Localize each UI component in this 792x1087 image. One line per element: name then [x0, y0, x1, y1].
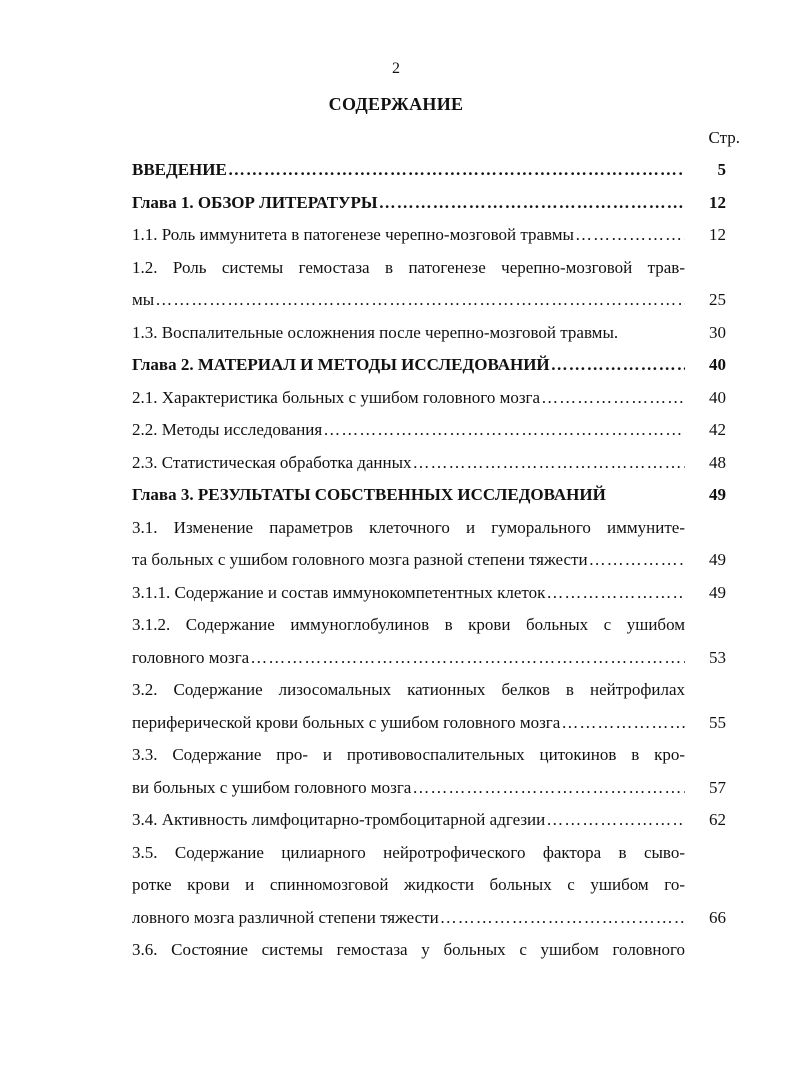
toc-entry-text [132, 323, 685, 343]
dot-leader [379, 193, 685, 213]
toc-page-number: 25 [709, 290, 726, 310]
toc-entry-label: ви больных с ушибом головного мозга [132, 777, 412, 797]
toc-entry-label: 3.1.1. Содержание и состав иммунокомпетентных клеток [132, 582, 546, 602]
toc-entry-text [132, 648, 685, 668]
toc-entry-label: 2.1. Характеристика больных с ушибом головного мозга [132, 387, 541, 407]
toc-page-number: 57 [709, 777, 726, 797]
dot-leader [413, 453, 685, 473]
toc-line [132, 219, 740, 252]
toc-entry-text [132, 388, 685, 408]
dot-leader [541, 388, 685, 408]
toc-entry-text [132, 290, 685, 310]
toc-entry-text [132, 355, 685, 375]
toc-entry-text [132, 420, 685, 440]
toc-entry-text [132, 225, 685, 245]
toc-entry-label: периферической крови больных с ушибом головного мозга [132, 712, 561, 732]
dot-leader [323, 420, 685, 440]
toc-entry-text [132, 875, 685, 895]
dot-leader [551, 355, 685, 375]
toc-entry-text [132, 810, 685, 830]
dot-leader [589, 550, 685, 570]
toc-entry-label: 1.3. Воспалительные осложнения после черепно-мозговой травмы. [132, 322, 619, 342]
toc-entry-text [132, 583, 685, 603]
toc-line [132, 447, 740, 480]
toc-line [132, 934, 740, 967]
dot-leader [546, 810, 685, 830]
toc-entry-label: 3.6. Состояние системы гемостаза у больных с ушибом головного [132, 940, 685, 960]
toc-page-number: 40 [709, 355, 726, 375]
toc-page-number: 62 [709, 810, 726, 830]
toc-entry-text [132, 550, 685, 570]
toc-entry-text [132, 615, 685, 635]
toc-entry-label: ловного мозга различной степени тяжести [132, 907, 439, 927]
toc-line [132, 349, 740, 382]
toc-line [132, 642, 740, 675]
toc-line [132, 252, 740, 285]
toc-entry-text [132, 258, 685, 278]
dot-leader [250, 648, 685, 668]
toc-line [132, 739, 740, 772]
toc-page-number: 40 [709, 387, 726, 407]
toc-entry-label: 3.3. Содержание про- и противовоспалительных цитокинов в кро- [132, 745, 685, 765]
toc-entry-label: 3.4. Активность лимфоцитарно-тромбоцитарной адгезии [132, 810, 546, 830]
toc-page-number: 49 [709, 485, 726, 505]
toc-line [132, 187, 740, 220]
toc-page-number: 30 [709, 322, 726, 342]
toc-entry-label: Глава 1. ОБЗОР ЛИТЕРАТУРЫ [132, 192, 378, 212]
toc-page-number: 5 [717, 160, 726, 180]
dot-leader [561, 713, 685, 733]
toc-entry-text [132, 680, 685, 700]
toc-line [132, 869, 740, 902]
toc-page-number: 66 [709, 907, 726, 927]
toc-entry-text [132, 843, 685, 863]
toc-entry-label: 1.1. Роль иммунитета в патогенезе черепно-мозговой травмы [132, 225, 574, 245]
toc-entry-label: 1.2. Роль системы гемостаза в патогенезе черепно-мозговой трав- [132, 257, 685, 277]
toc-page-number: 42 [709, 420, 726, 440]
toc-entry-label: головного мозга [132, 647, 250, 667]
table-of-contents [132, 154, 740, 967]
toc-line [132, 837, 740, 870]
toc-entry-text [132, 940, 685, 960]
toc-entry-label: 3.1. Изменение параметров клеточного и гуморального иммуните- [132, 517, 685, 537]
toc-entry-label: Глава 3. РЕЗУЛЬТАТЫ СОБСТВЕННЫХ ИССЛЕДОВАНИЙ [132, 485, 606, 505]
toc-line [132, 577, 740, 610]
toc-entry-label: 2.2. Методы исследования [132, 420, 323, 440]
dot-leader [412, 778, 685, 798]
toc-line [132, 772, 740, 805]
dot-leader [575, 225, 685, 245]
dot-leader [155, 290, 685, 310]
toc-entry-label: 2.3. Статистическая обработка данных [132, 452, 412, 472]
toc-line [132, 382, 740, 415]
toc-entry-label: мы [132, 290, 155, 310]
toc-entry-label: та больных с ушибом головного мозга разной степени тяжести [132, 550, 588, 570]
dot-leader [546, 583, 685, 603]
toc-entry-label: Глава 2. МАТЕРИАЛ И МЕТОДЫ ИССЛЕДОВАНИЙ [132, 355, 550, 375]
toc-page-number: 48 [709, 452, 726, 472]
toc-page-number: 53 [709, 647, 726, 667]
toc-entry-text [132, 453, 685, 473]
toc-line [132, 544, 740, 577]
toc-page-number: 49 [709, 582, 726, 602]
toc-entry-label: 3.5. Содержание цилиарного нейротрофического фактора в сыво- [132, 842, 685, 862]
toc-line [132, 609, 740, 642]
toc-line [132, 707, 740, 740]
toc-entry-text [132, 778, 685, 798]
toc-page-number: 55 [709, 712, 726, 732]
toc-page-number: 12 [709, 225, 726, 245]
toc-line [132, 154, 740, 187]
page-number: 2 [392, 60, 400, 77]
dot-leader [440, 908, 685, 928]
toc-page-number: 49 [709, 550, 726, 570]
toc-entry-label: 3.2. Содержание лизосомальных катионных белков в нейтрофилах [132, 680, 685, 700]
toc-entry-label: ВВЕДЕНИЕ [132, 160, 227, 180]
dot-leader [228, 160, 685, 180]
toc-entry-text [132, 745, 685, 765]
toc-entry-text [132, 193, 685, 213]
toc-line [132, 414, 740, 447]
toc-line [132, 479, 740, 512]
toc-line [132, 284, 740, 317]
toc-entry-text [132, 485, 685, 505]
toc-line [132, 804, 740, 837]
toc-entry-text [132, 908, 685, 928]
toc-entry-text [132, 160, 685, 180]
toc-line [132, 317, 740, 350]
toc-line [132, 902, 740, 935]
toc-page-number: 12 [709, 192, 726, 212]
toc-line [132, 512, 740, 545]
toc-line [132, 674, 740, 707]
page-column-label: Стр. [708, 128, 740, 147]
toc-entry-label: ротке крови и спинномозговой жидкости больных с ушибом го- [132, 875, 685, 895]
toc-entry-label: 3.1.2. Содержание иммуноглобулинов в крови больных с ушибом [132, 615, 685, 635]
toc-entry-text [132, 518, 685, 538]
page-title: СОДЕРЖАНИЕ [328, 94, 464, 114]
toc-entry-text [132, 713, 685, 733]
